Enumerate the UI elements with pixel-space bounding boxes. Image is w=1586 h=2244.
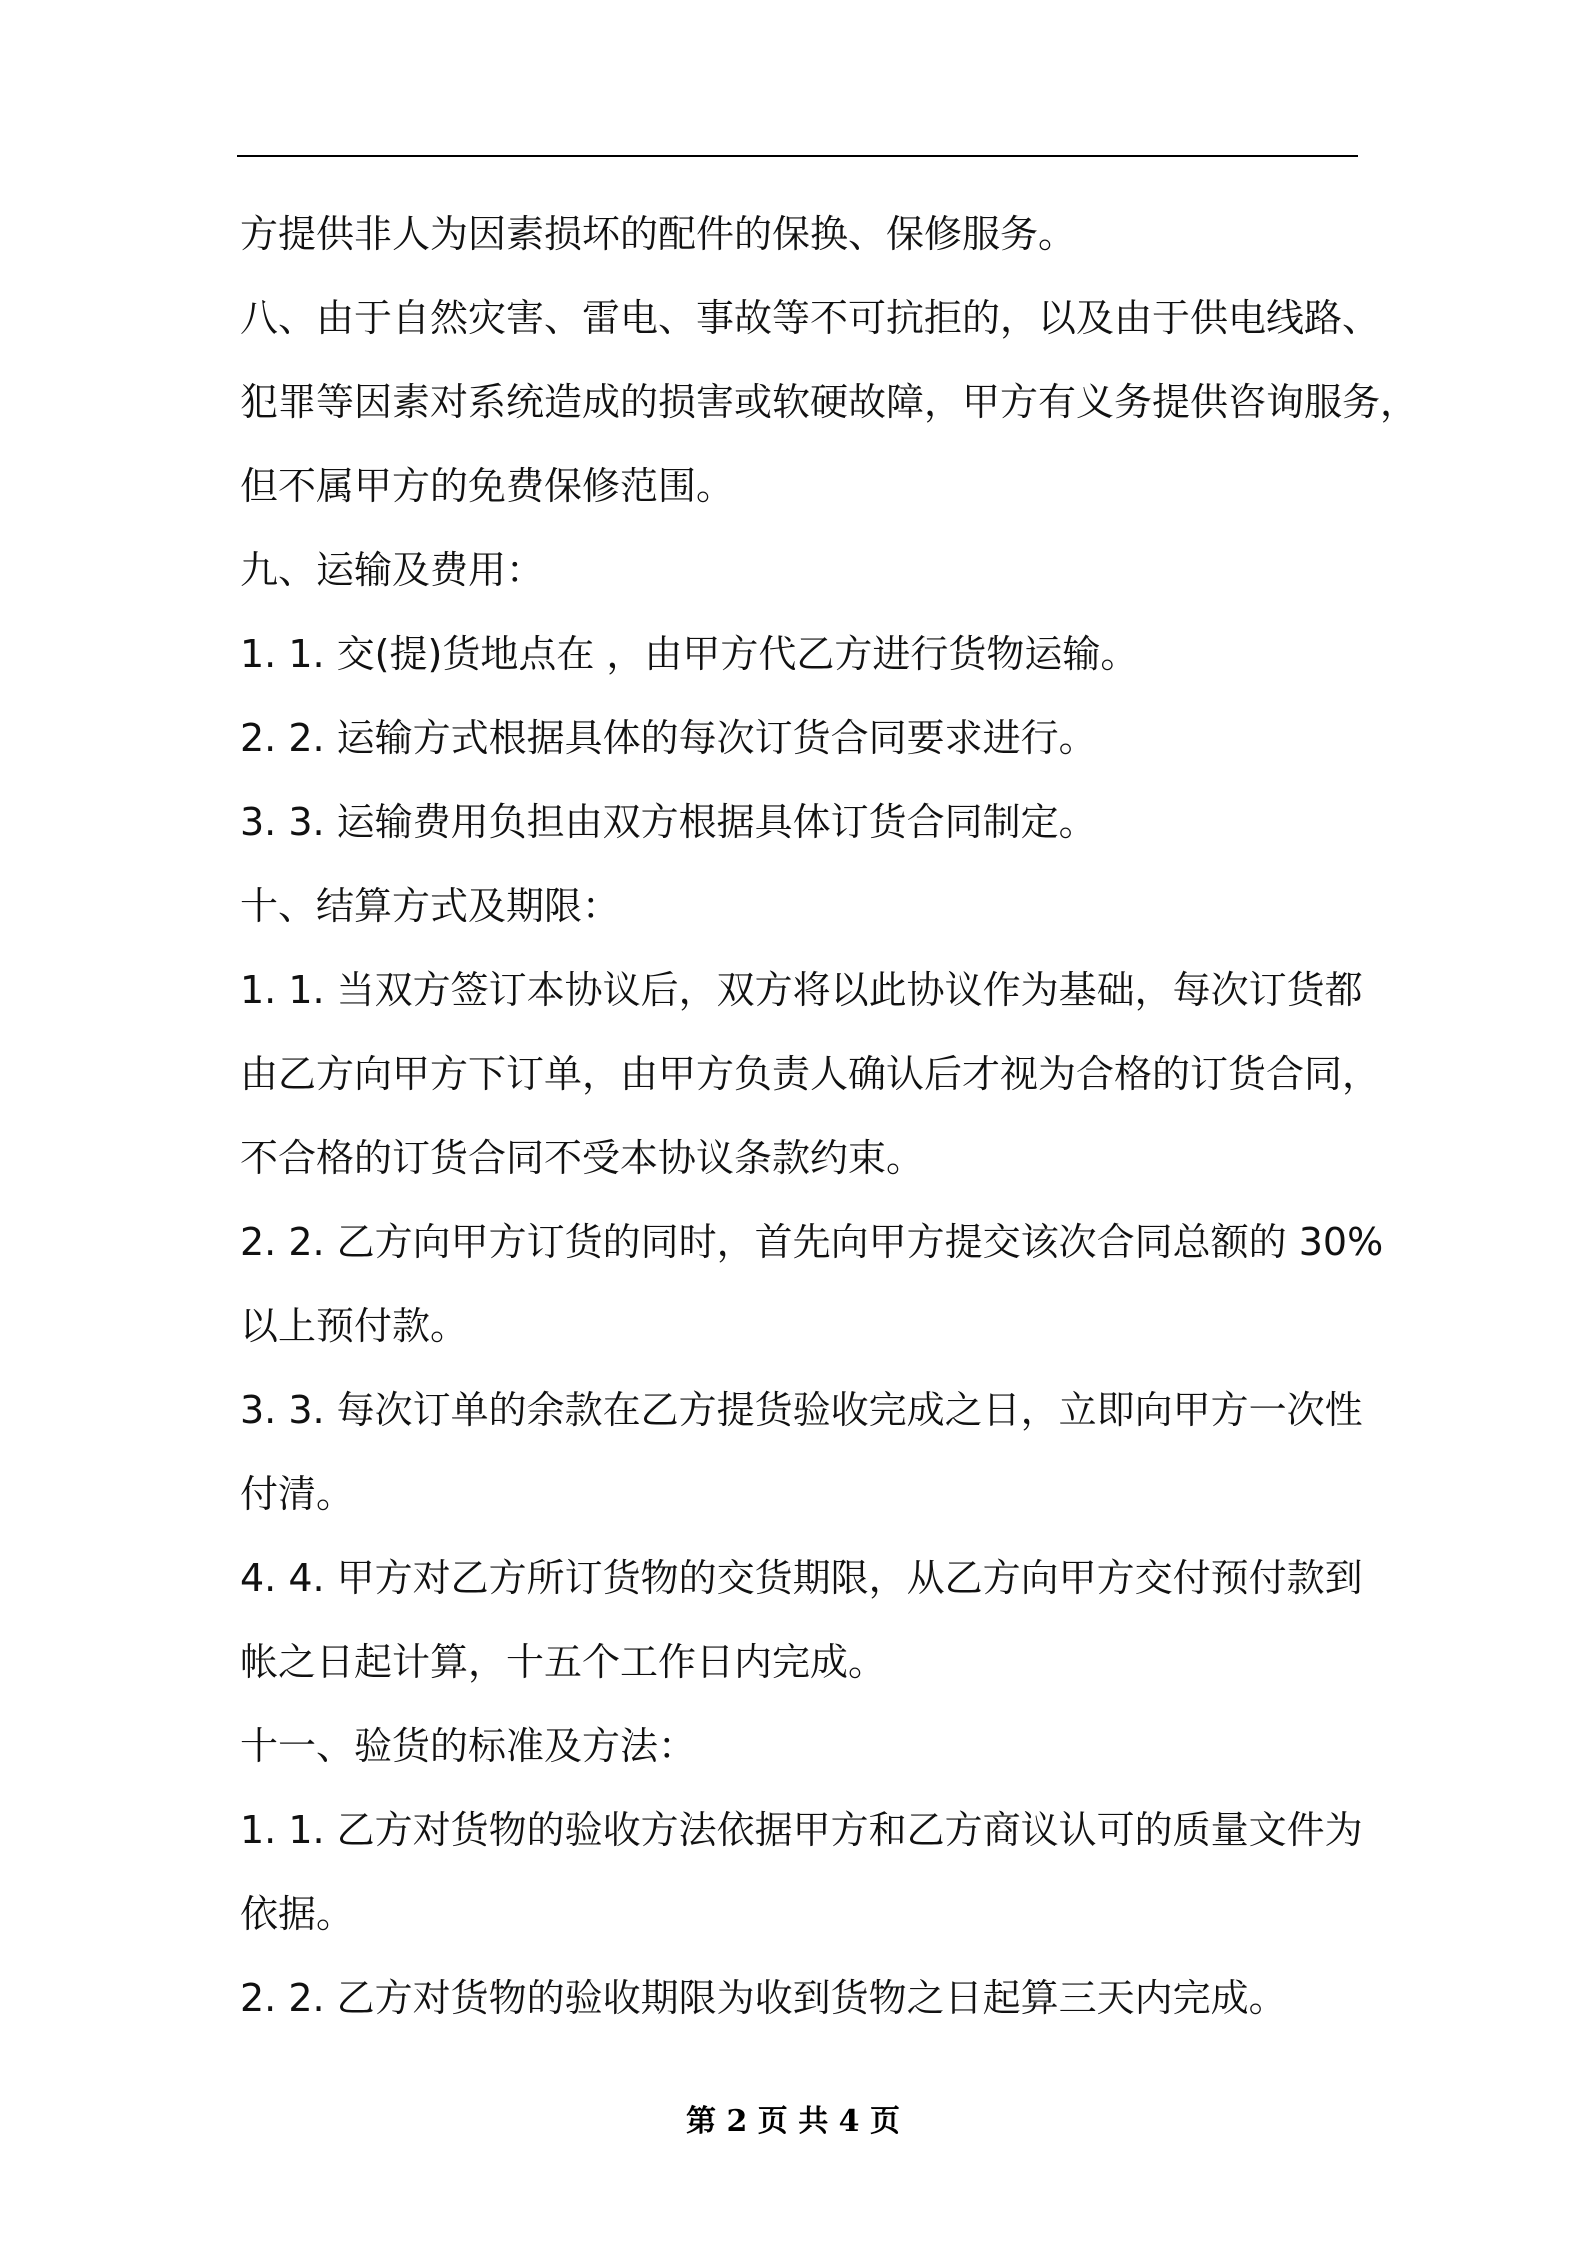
clause-line: 2. 2. 运输方式根据具体的每次订货合同要求进行。 (240, 716, 1097, 760)
text-line: 方提供非人为因素损坏的配件的保换、保修服务。 (240, 212, 1077, 256)
text-line: 由乙方向甲方下订单，由甲方负责人确认后才视为合格的订货合同， (240, 1052, 1381, 1096)
text-line: 但不属甲方的免费保修范围。 (240, 464, 735, 508)
clause-line: 2. 2. 乙方向甲方订货的同时，首先向甲方提交该次合同总额的 30% (240, 1220, 1384, 1264)
section-heading: 十、结算方式及期限： (240, 884, 621, 928)
page-number-footer: 第 2 页 共 4 页 (686, 2104, 900, 2139)
text-line: 不合格的订货合同不受本协议条款约束。 (240, 1136, 925, 1180)
section-heading: 十一、验货的标准及方法： (240, 1724, 697, 1768)
text-line: 依据。 (240, 1892, 355, 1936)
header-rule (237, 155, 1358, 157)
clause-line: 1. 1. 交(提)货地点在 ，由甲方代乙方进行货物运输。 (240, 632, 1139, 676)
text-line: 帐之日起计算，十五个工作日内完成。 (240, 1640, 887, 1684)
clause-line: 4. 4. 甲方对乙方所订货物的交货期限，从乙方向甲方交付预付款到 (240, 1556, 1363, 1600)
section-heading: 八、由于自然灾害、雷电、事故等不可抗拒的，以及由于供电线路、 (240, 296, 1381, 340)
clause-line: 1. 1. 当双方签订本协议后，双方将以此协议作为基础，每次订货都 (240, 968, 1363, 1012)
section-heading: 九、运输及费用： (240, 548, 545, 592)
clause-line: 3. 3. 每次订单的余款在乙方提货验收完成之日，立即向甲方一次性 (240, 1388, 1363, 1432)
text-line: 以上预付款。 (240, 1304, 469, 1348)
clause-line: 1. 1. 乙方对货物的验收方法依据甲方和乙方商议认可的质量文件为 (240, 1808, 1363, 1852)
clause-line: 2. 2. 乙方对货物的验收期限为收到货物之日起算三天内完成。 (240, 1976, 1287, 2020)
text-line: 付清。 (240, 1472, 355, 1516)
document-body (240, 192, 1419, 2040)
clause-line: 3. 3. 运输费用负担由双方根据具体订货合同制定。 (240, 800, 1097, 844)
text-line: 犯罪等因素对系统造成的损害或软硬故障，甲方有义务提供咨询服务， (240, 380, 1419, 424)
